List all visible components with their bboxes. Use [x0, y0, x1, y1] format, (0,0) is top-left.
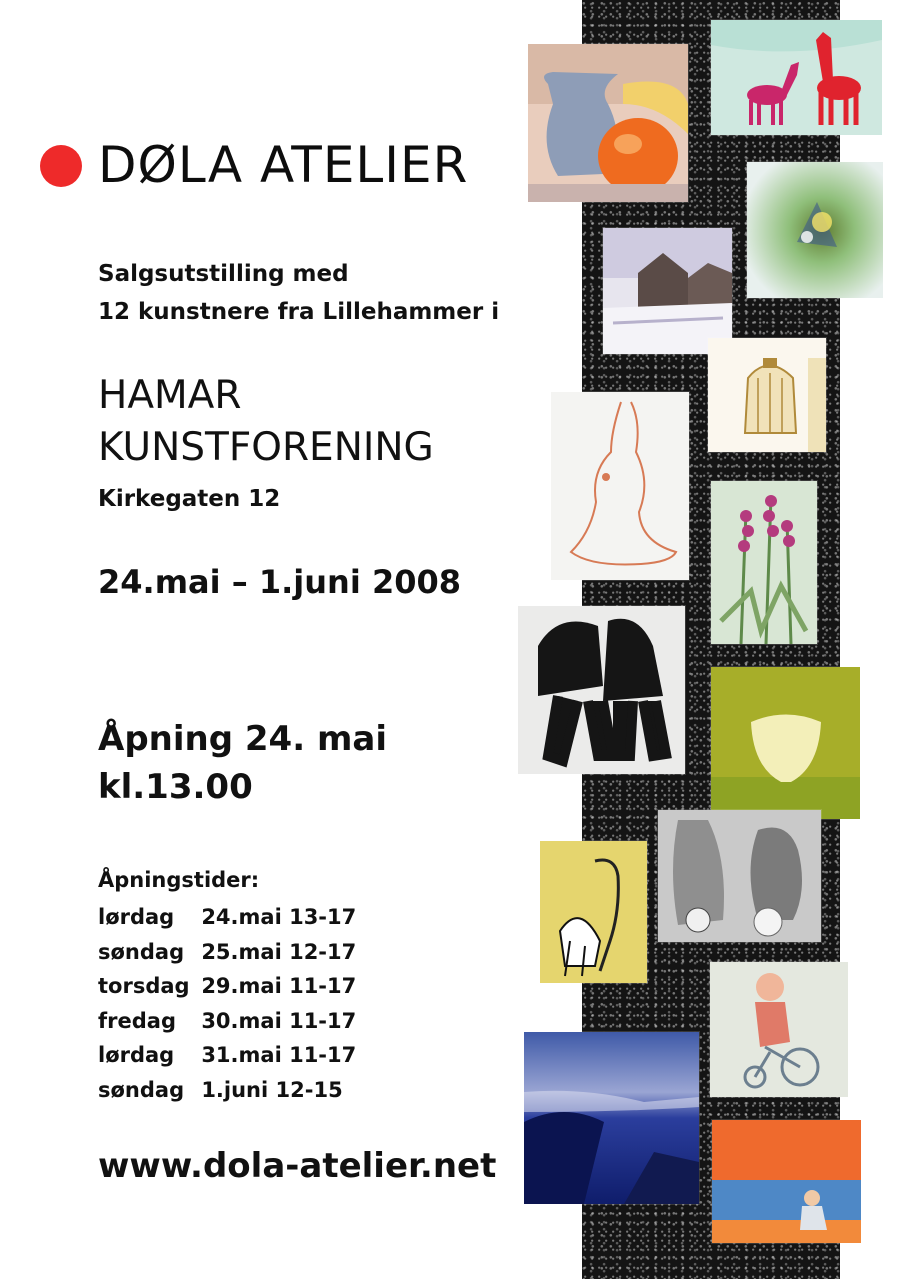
abstract-green-painting — [747, 162, 883, 298]
hours-row — [98, 1038, 356, 1073]
hours-date: 24.mai — [201, 905, 282, 929]
hours-date: 30.mai — [201, 1008, 282, 1033]
venue-name — [98, 370, 434, 474]
hours-day: torsdag — [98, 974, 190, 998]
intro-line-1: Salgsutstilling med — [98, 261, 349, 287]
nude-figure-drawing — [551, 392, 689, 580]
jugs-still-life-painting — [658, 810, 821, 942]
opening-hours-list — [98, 900, 356, 1107]
hours-time: 12-17 — [289, 939, 357, 964]
hours-time: 11-17 — [289, 1043, 357, 1067]
opening-info — [98, 715, 387, 811]
hours-row — [98, 900, 356, 935]
hours-date: 1.juni — [201, 1077, 269, 1102]
yellow-bowl-painting — [711, 667, 860, 819]
hours-time: 13-17 — [289, 905, 357, 929]
hours-day: søndag — [98, 939, 185, 964]
golden-lantern-painting — [708, 338, 826, 452]
hours-date: 25.mai — [201, 939, 282, 964]
birds-illustration — [540, 841, 647, 983]
hours-day: søndag — [98, 1077, 185, 1102]
intro-line-2: 12 kunstnere fra Lillehammer i — [98, 299, 500, 325]
pink-animals-painting — [711, 20, 882, 135]
fireweed-flowers-painting — [711, 481, 817, 644]
venue-line-2: KUNSTFORENING — [98, 425, 434, 470]
hours-row — [98, 935, 356, 970]
child-on-tricycle-painting — [710, 962, 848, 1097]
hours-day: fredag — [98, 1008, 176, 1033]
hours-day: lørdag — [98, 1043, 175, 1067]
exhibition-dates: 24.mai – 1.juni 2008 — [98, 563, 461, 601]
opening-hours-title: Åpningstider: — [98, 868, 260, 892]
jug-and-orange-painting — [528, 44, 688, 202]
opening-time: kl.13.00 — [98, 767, 253, 807]
hours-time: 11-17 — [289, 974, 357, 998]
hours-row — [98, 969, 356, 1004]
intro-text — [98, 255, 499, 331]
hours-date: 29.mai — [201, 974, 282, 998]
two-figures-painting — [518, 606, 685, 774]
winter-cabins-painting — [603, 228, 732, 354]
hours-day: lørdag — [98, 905, 175, 929]
hours-row — [98, 1004, 356, 1039]
venue-line-1: HAMAR — [98, 373, 242, 418]
blue-lake-landscape-painting — [524, 1032, 699, 1204]
brand-red-dot — [40, 145, 82, 187]
hours-row — [98, 1073, 356, 1108]
orange-abstract-figure-painting — [712, 1120, 861, 1243]
opening-date: Åpning 24. mai — [98, 719, 387, 759]
brand-title: DØLA ATELIER — [98, 136, 469, 194]
website-url[interactable]: www.dola-atelier.net — [98, 1146, 497, 1186]
hours-time: 12-15 — [275, 1077, 343, 1102]
venue-address: Kirkegaten 12 — [98, 486, 281, 512]
hours-date: 31.mai — [201, 1043, 282, 1067]
hours-time: 11-17 — [289, 1008, 357, 1033]
